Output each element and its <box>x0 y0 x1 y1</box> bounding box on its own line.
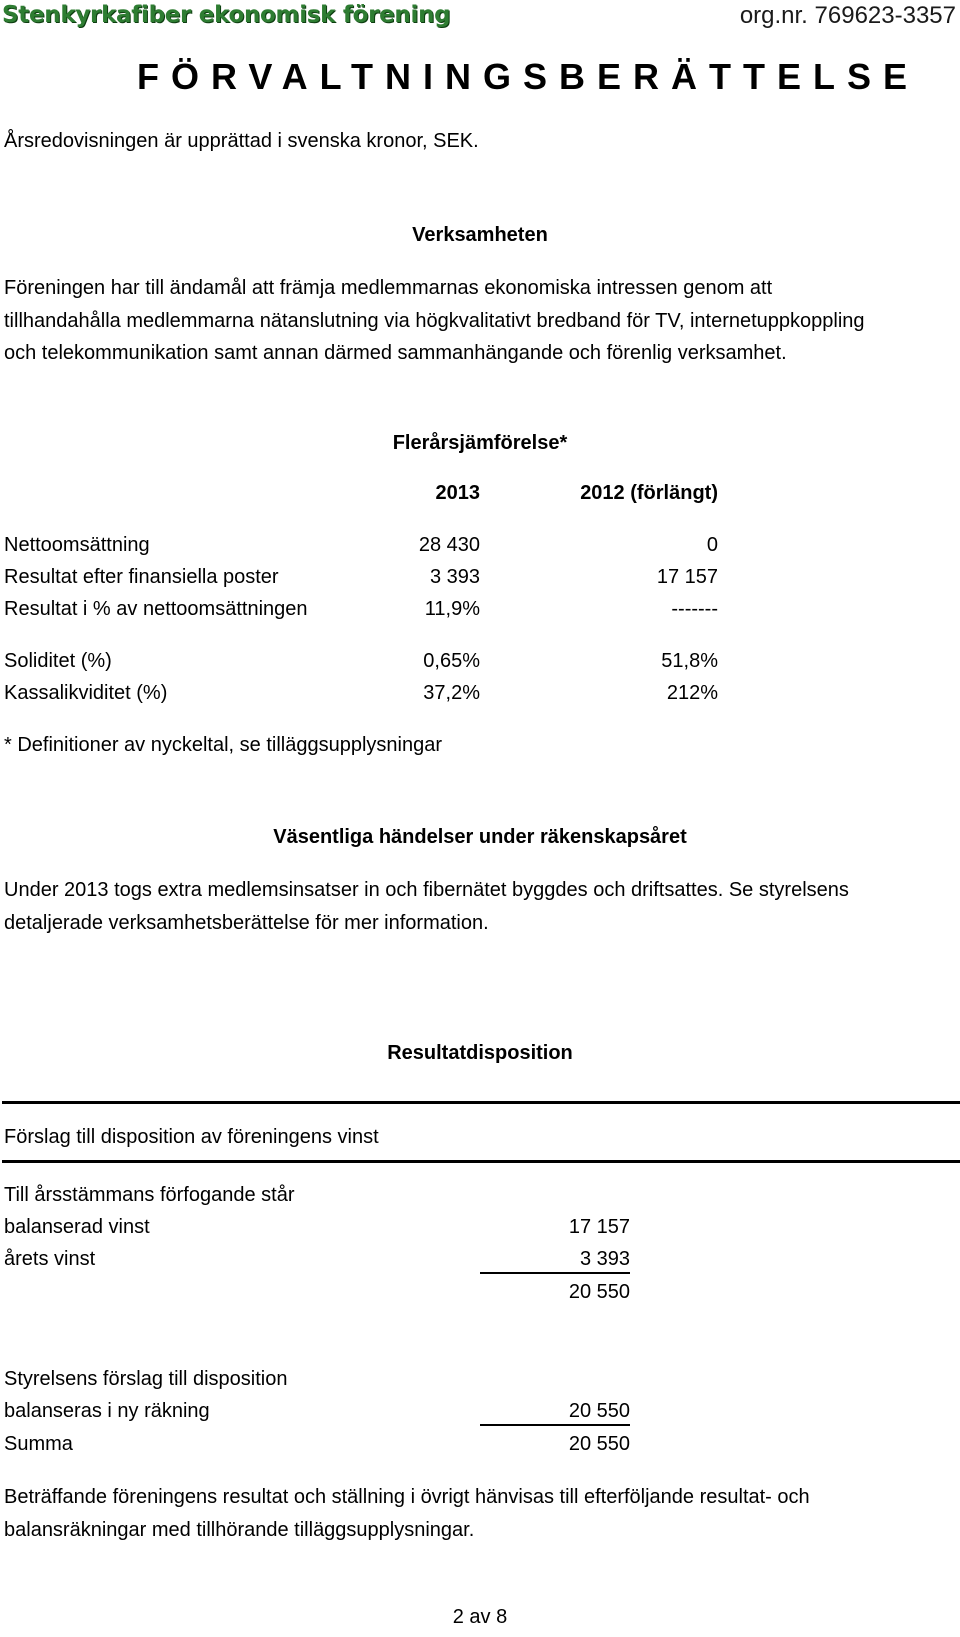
group1-label: balanserad vinst <box>4 1216 150 1238</box>
handelser-line: Under 2013 togs extra medlemsinsatser in och fibernätet byggdes och driftsattes. Se styrelsens <box>4 879 849 901</box>
row-value-2012: ------- <box>671 598 718 620</box>
handelser-paragraph <box>4 874 954 939</box>
flerarsjamforelse-heading: Flerårsjämförelse* <box>392 432 568 454</box>
row-value-2012: 0 <box>706 534 718 556</box>
row-label: Resultat efter finansiella poster <box>4 566 279 588</box>
row-value-2013: 28 430 <box>418 534 480 556</box>
sum-underline <box>480 1272 630 1274</box>
group1-value: 3 393 <box>579 1248 630 1270</box>
group1-title: Till årsstämmans förfogande står <box>4 1184 295 1206</box>
sum-underline <box>480 1424 630 1426</box>
page-title: FÖRVALTNINGSBERÄTTELSE <box>137 56 920 97</box>
resultatdisposition-heading: Resultatdisposition <box>387 1042 573 1064</box>
verksamheten-line: och telekommunikation samt annan därmed sammanhängande och förenlig verksamhet. <box>4 342 787 364</box>
row-value-2012: 51,8% <box>661 650 718 672</box>
row-label: Kassalikviditet (%) <box>4 682 168 704</box>
row-value-2012: 17 157 <box>656 566 718 588</box>
verksamheten-line: tillhandahålla medlemmarna nätanslutning via högkvalitativt bredband för TV, internetuppkoppling <box>4 309 865 332</box>
row-label: Soliditet (%) <box>4 650 112 672</box>
section-rule-bottom <box>2 1160 960 1163</box>
organization-name: Stenkyrkafiber ekonomisk förening <box>2 2 451 28</box>
row-value-2013: 3 393 <box>429 566 480 588</box>
column-header-2012: 2012 (förlängt) <box>580 482 718 504</box>
group2-label: balanseras i ny räkning <box>4 1400 210 1422</box>
page-number: 2 av 8 <box>452 1606 508 1628</box>
handelser-heading: Väsentliga händelser under räkenskapsåret <box>273 826 687 848</box>
disposition-subheading: Förslag till disposition av föreningens vinst <box>4 1126 379 1148</box>
row-value-2012: 212% <box>666 682 718 704</box>
group2-title: Styrelsens förslag till disposition <box>4 1368 288 1390</box>
row-value-2013: 37,2% <box>423 682 480 704</box>
group2-value: 20 550 <box>568 1433 630 1455</box>
footnote: * Definitioner av nyckeltal, se tilläggsupplysningar <box>4 734 443 756</box>
column-header-2013: 2013 <box>435 482 480 504</box>
row-value-2013: 0,65% <box>423 650 480 672</box>
group1-value: 17 157 <box>568 1216 630 1238</box>
section-rule-top <box>2 1101 960 1104</box>
group1-label: årets vinst <box>4 1248 96 1270</box>
verksamheten-heading: Verksamheten <box>412 224 548 246</box>
currency-note: Årsredovisningen är upprättad i svenska kronor, SEK. <box>4 130 479 152</box>
group1-total: 20 550 <box>568 1281 630 1303</box>
group2-value: 20 550 <box>568 1400 630 1422</box>
closing-line: Beträffande föreningens resultat och ställning i övrigt hänvisas till efterföljande resultat- och <box>4 1486 810 1508</box>
organization-number: org.nr. 769623-3357 <box>739 2 956 29</box>
row-label: Nettoomsättning <box>4 534 150 556</box>
closing-paragraph <box>4 1481 954 1546</box>
group2-label: Summa <box>4 1433 73 1455</box>
closing-line: balansräkningar med tillhörande tilläggsupplysningar. <box>4 1518 475 1541</box>
handelser-line: detaljerade verksamhetsberättelse för mer information. <box>4 911 489 934</box>
row-label: Resultat i % av nettoomsättningen <box>4 598 308 620</box>
row-value-2013: 11,9% <box>424 598 480 620</box>
verksamheten-line: Föreningen har till ändamål att främja medlemmarnas ekonomiska intressen genom att <box>4 277 773 299</box>
verksamheten-paragraph <box>4 272 954 370</box>
